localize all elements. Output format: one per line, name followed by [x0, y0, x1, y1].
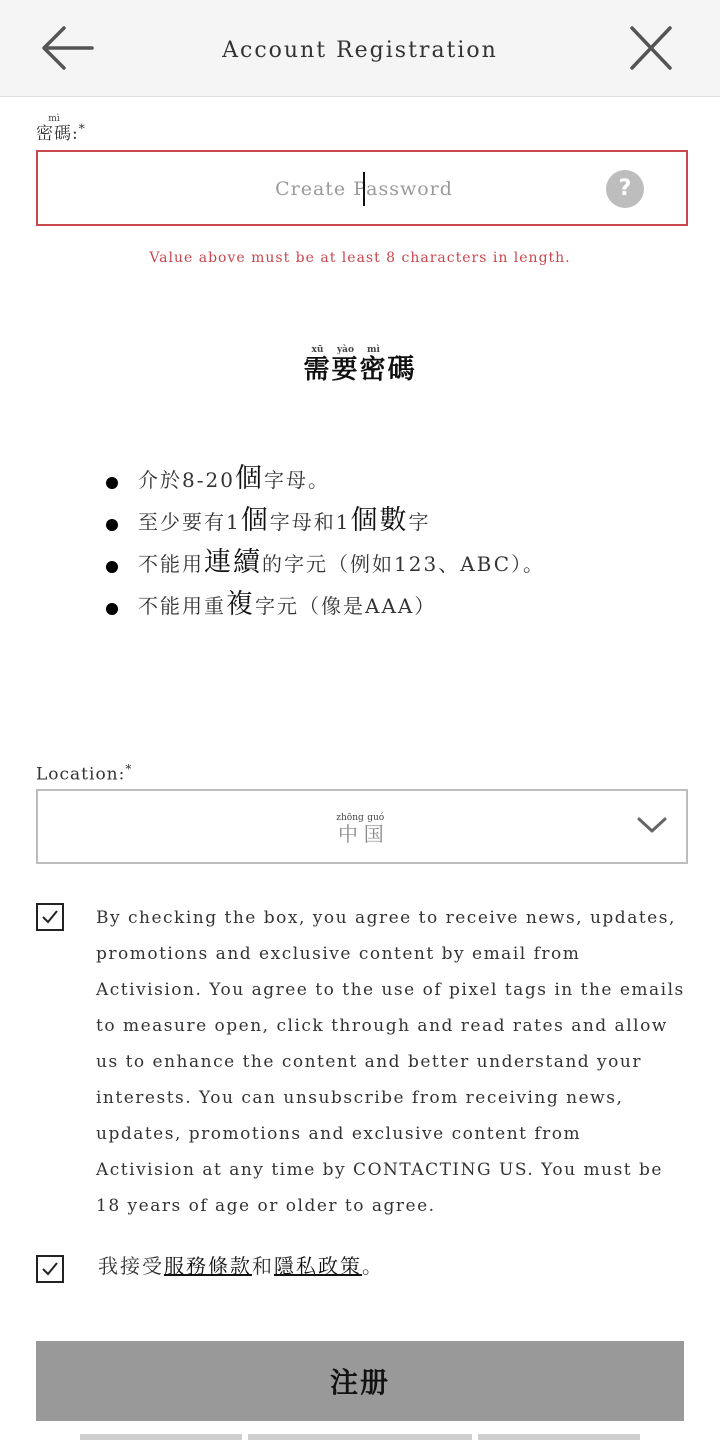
terms-checkbox[interactable] [36, 1255, 64, 1283]
checkmark-icon [40, 907, 60, 927]
password-label-pinyin: mì [36, 114, 72, 124]
pinyin: xū [303, 345, 332, 355]
emphasized-char: 複 [226, 589, 255, 620]
rule-item [100, 455, 545, 497]
password-field[interactable] [36, 150, 688, 226]
terms-agreement [98, 1250, 384, 1279]
password-label: 密碼mì:* [36, 114, 86, 144]
rule-text: 不能用重複字元（像是AAA） [138, 589, 437, 620]
marketing-consent-checkbox[interactable] [36, 903, 64, 931]
privacy-policy-link[interactable]: 隱私政策 [274, 1254, 362, 1278]
location-select[interactable] [36, 789, 688, 864]
emphasized-char: 連 [204, 547, 233, 578]
bottom-bar-segment [80, 1434, 242, 1440]
password-label-text: 密碼 [36, 124, 72, 144]
location-label-text: Location: [36, 764, 126, 785]
emphasized-char: 數 [379, 505, 409, 536]
question-mark-icon[interactable]: ? [606, 170, 644, 208]
rule-item [100, 497, 545, 539]
rule-item [100, 539, 545, 581]
text-caret [363, 172, 365, 206]
marketing-consent-text: By checking the box, you agree to receive news, updates, promotions and exclusive content by email from Activision. You agree to the use of pixel tags in the emails to measure open, click through and read rates and allow us to enhance the content and better understand your interests. You can unsubscribe from receiving news, updates, promotions and exclusive content from Activision at any time by CONTACTING US. You must be 18 years of age or older to agree. [96, 908, 685, 1216]
rule-text: 不能用連續的字元（例如123、ABC）。 [138, 547, 546, 578]
location-label [36, 762, 132, 785]
emphasized-char: 個 [350, 505, 380, 536]
password-error-message: Value above must be at least 8 characters in length. [149, 250, 571, 266]
terms-of-service-link[interactable]: 服務條款 [164, 1254, 252, 1278]
password-requirements-title: 需xū要yào密mì碼 [303, 345, 417, 385]
emphasized-char: 個 [240, 505, 270, 536]
rule-item [100, 581, 545, 623]
bottom-bar-segment [478, 1434, 640, 1440]
close-icon[interactable] [626, 24, 676, 72]
pinyin: zhōng [336, 813, 364, 823]
location-selected-value: 中zhōng国guó [336, 813, 388, 846]
pinyin: yào [331, 345, 360, 355]
emphasized-char: 續 [233, 547, 262, 578]
chevron-down-icon[interactable] [636, 813, 668, 837]
required-mark: * [125, 762, 133, 776]
rule-text: 至少要有1個字母和1個數字 [138, 505, 431, 536]
register-button[interactable]: 注册 [36, 1341, 684, 1421]
pinyin: guó [363, 813, 388, 823]
page-title: Account Registration [222, 38, 498, 63]
checkmark-icon [40, 1259, 60, 1279]
rule-text: 介於8-20個字母。 [138, 463, 330, 494]
pinyin: mì [359, 345, 388, 355]
bottom-bar-segment [248, 1434, 472, 1440]
terms-prefix: 我接受 [98, 1254, 164, 1278]
terms-conjunction: 和 [252, 1254, 274, 1278]
emphasized-char: 個 [234, 463, 264, 494]
password-rules-list [100, 455, 545, 623]
required-mark: * [78, 121, 86, 136]
terms-suffix: 。 [362, 1254, 384, 1278]
app-header [0, 0, 720, 97]
